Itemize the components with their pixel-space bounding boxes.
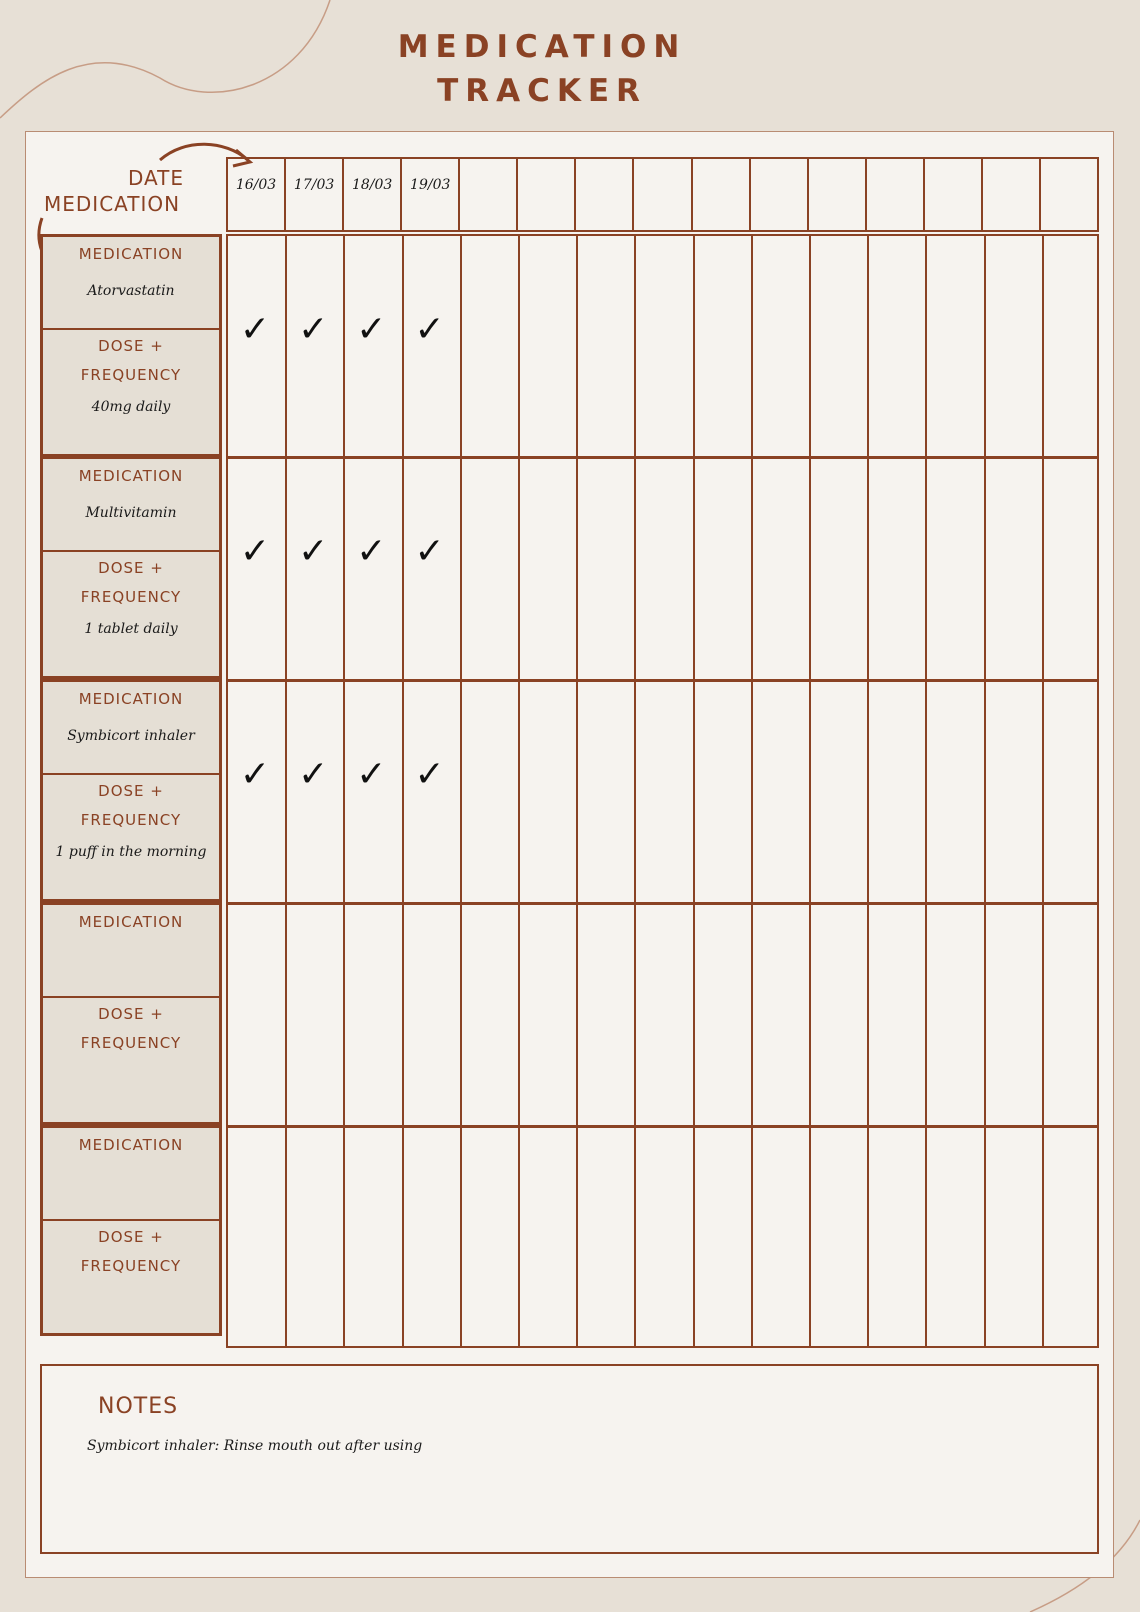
grid-column-line — [518, 236, 520, 1346]
checkmark-icon[interactable]: ✓ — [356, 531, 387, 572]
medication-entry — [40, 1125, 222, 1336]
medication-label: MEDICATION — [78, 690, 184, 708]
date-cell[interactable] — [983, 159, 1041, 230]
grid-column-line — [925, 236, 927, 1346]
date-cell[interactable] — [751, 159, 809, 230]
entry-divider — [43, 996, 219, 998]
frequency-label: FREQUENCY — [80, 811, 182, 829]
frequency-label: FREQUENCY — [80, 366, 182, 384]
medication-label: MEDICATION — [78, 1136, 184, 1154]
grid-column-line — [576, 236, 578, 1346]
grid-row-line — [228, 902, 1097, 905]
checkmark-icon[interactable]: ✓ — [356, 309, 387, 350]
checkmark-icon[interactable]: ✓ — [414, 754, 445, 795]
medication-label: MEDICATION — [78, 467, 184, 485]
page-title-line-1: MEDICATION — [397, 29, 687, 65]
date-header-row — [226, 157, 1099, 232]
dose-value[interactable]: 1 tablet daily — [84, 621, 178, 637]
entry-divider — [43, 773, 219, 775]
medication-name[interactable]: Symbicort inhaler — [67, 728, 195, 744]
date-cell[interactable] — [576, 159, 634, 230]
date-cell[interactable]: 18/03 — [344, 159, 402, 230]
date-cell[interactable]: 19/03 — [402, 159, 460, 230]
entry-divider — [43, 1219, 219, 1221]
grid-column-line — [634, 236, 636, 1346]
date-cell[interactable] — [925, 159, 983, 230]
checkmark-icon[interactable]: ✓ — [298, 754, 329, 795]
medication-entry — [40, 234, 222, 457]
dose-label: DOSE + — [98, 782, 164, 800]
grid-row-line — [228, 679, 1097, 682]
date-cell[interactable] — [809, 159, 867, 230]
checkmark-icon[interactable]: ✓ — [298, 531, 329, 572]
dose-label: DOSE + — [98, 1005, 164, 1023]
medication-entry — [40, 456, 222, 679]
date-header-label: DATE — [127, 166, 184, 190]
medication-label: MEDICATION — [78, 245, 184, 263]
date-cell[interactable] — [1041, 159, 1097, 230]
checkmark-icon[interactable]: ✓ — [239, 309, 271, 350]
grid-column-line — [693, 236, 695, 1346]
grid-row-line — [228, 1125, 1097, 1128]
notes-text: Symbicort inhaler: Rinse mouth out after using — [87, 1438, 423, 1454]
medication-label: MEDICATION — [78, 913, 184, 931]
notes-title: NOTES — [98, 1394, 179, 1419]
dose-label: DOSE + — [98, 559, 164, 577]
grid-column-line — [460, 236, 462, 1346]
entry-divider — [43, 550, 219, 552]
date-cell[interactable] — [634, 159, 692, 230]
checkmark-icon[interactable]: ✓ — [239, 754, 271, 795]
grid-column-line — [751, 236, 753, 1346]
dose-label: DOSE + — [98, 1228, 164, 1246]
frequency-label: FREQUENCY — [80, 1257, 182, 1275]
checkmark-icon[interactable]: ✓ — [356, 754, 387, 795]
checkmark-icon[interactable]: ✓ — [239, 531, 271, 572]
grid-column-line — [809, 236, 811, 1346]
medication-name[interactable]: Atorvastatin — [87, 283, 175, 299]
grid-column-line — [867, 236, 869, 1346]
date-cell[interactable]: 16/03 — [228, 159, 286, 230]
dose-value[interactable]: 40mg daily — [91, 399, 171, 415]
medication-entry — [40, 679, 222, 902]
date-cell[interactable] — [518, 159, 576, 230]
date-cell[interactable] — [460, 159, 518, 230]
frequency-label: FREQUENCY — [80, 1034, 182, 1052]
dose-value[interactable]: 1 puff in the morning — [55, 844, 207, 860]
grid-column-line — [984, 236, 986, 1346]
notes-box[interactable] — [40, 1364, 1099, 1554]
checkmark-icon[interactable]: ✓ — [414, 309, 445, 350]
frequency-label: FREQUENCY — [80, 588, 182, 606]
grid-column-line — [1042, 236, 1044, 1346]
medication-header-label: MEDICATION — [44, 192, 181, 216]
dose-label: DOSE + — [98, 337, 164, 355]
entry-divider — [43, 328, 219, 330]
checkmark-icon[interactable]: ✓ — [298, 309, 329, 350]
page-title-line-2: TRACKER — [437, 73, 647, 109]
grid-row-line — [228, 456, 1097, 459]
date-cell[interactable]: 17/03 — [286, 159, 344, 230]
date-cell[interactable] — [693, 159, 751, 230]
date-cell[interactable] — [867, 159, 925, 230]
medication-entry — [40, 902, 222, 1125]
checkmark-icon[interactable]: ✓ — [414, 531, 445, 572]
medication-name[interactable]: Multivitamin — [85, 505, 177, 521]
